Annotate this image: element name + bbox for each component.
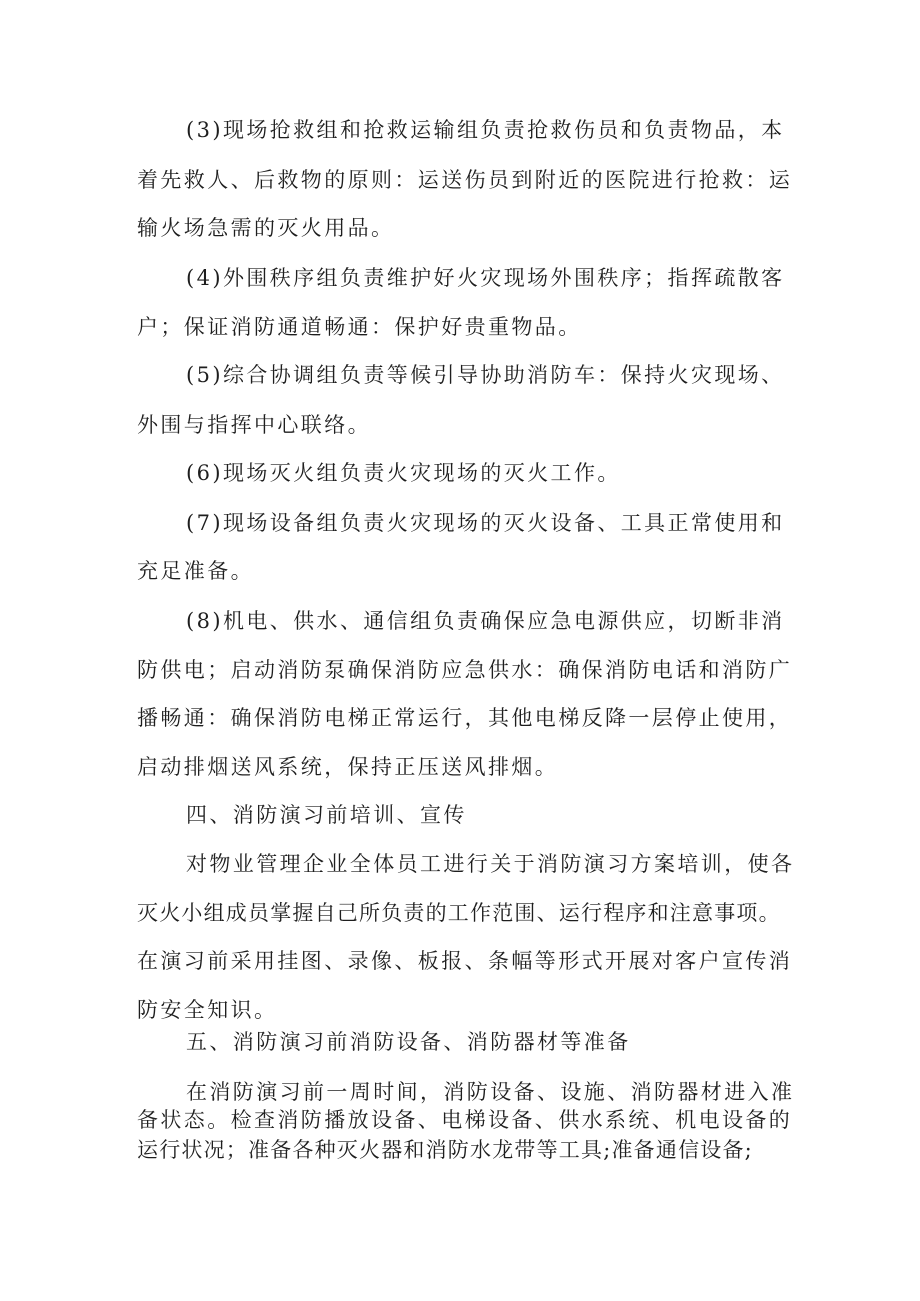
document-page: (3)现场抢救组和抢救运输组负责抢救伤员和负责物品，本 着先救人、后救物的原则：运送伤员到附近的医院进行抢救：运 输火场急需的灭火用品。 (4)外围秩序组负责维护好火灾现场外围秩序；指挥疏散客 户；保证消防通道畅通：保护好贵重物品。 (5)综合协调组负责等候引导协助消防车：保持火灾现场、 外围与指挥中心联络。 (6)现场灭火组负责火灾现场的灭火工作。 (7)现场设备组负责火灾现场的灭火设备、工具正常使用和 充足准备。 (8)机电、供水、通信组负责确保应急电源供应，切断非消 防供电；启动消防泵确保消防应急供水：确保消防电话和消防广 播畅通：确保消防电梯正常运行，其他电梯反降一层停止使用， 启动排烟送风系统，保持正压送风排烟。 四、消防演习前培训、宣传 对物业管理企业全体员工进行关于消防演习方案培训，使各 灭火小组成员掌握自己所负责的工作范围、运行程序和注意事项。 在演习前采用挂图、录像、板报、条幅等形式开展对客户宣传消 防安全知识。 五、消防演习前消防设备、消防器材等准备 在消防演习前一周时间，消防设备、设施、消防器材进入准 备状态。检查消防播放设备、电梯设备、供水系统、机电设备的 运行状况；准备各种灭火器和消防水龙带等工具;准备通信设备; [137,118,795,1162]
